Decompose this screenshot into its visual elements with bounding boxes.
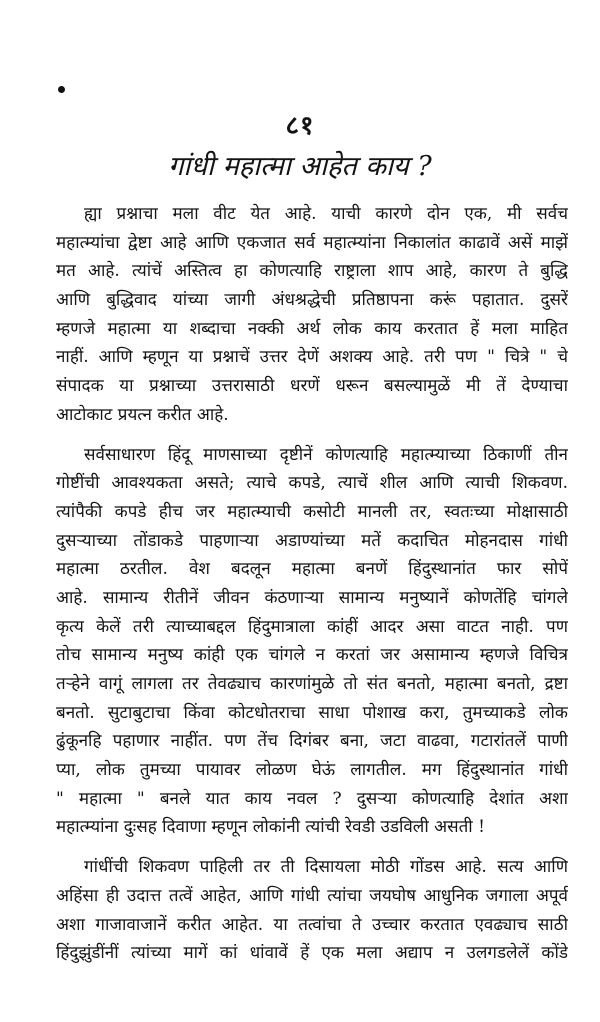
text-line: हिंदुझुंडींनीं त्यांच्या मागें कां धांवावें हें एक मला अद्याप न उलगडलेलें कोंडे xyxy=(56,943,568,964)
text-line: गोष्टींची आवश्यकता असते; त्याचे कपडे, त्याचें शील आणि त्याची शिकवण. xyxy=(56,473,568,494)
text-line: त्यांपैकी कपडे हीच जर महात्म्याची कसोटी मानली तर, स्वतःच्या मोक्षासाठी xyxy=(56,501,568,522)
text-line: आटोकाट प्रयत्न करीत आहे. xyxy=(56,404,229,425)
text-line: बनतो. सुटाबुटाचा किंवा कोटधोतराचा साधा पोशाख करा, तुमच्याकडे लोक xyxy=(56,702,568,723)
paragraph-2 xyxy=(56,441,568,843)
body-text xyxy=(56,200,568,979)
text-line: गांधींची शिकवण पाहिली तर ती दिसायला मोठी गोंडस आहे. सत्य आणि xyxy=(84,857,568,878)
paragraph-3 xyxy=(56,853,568,968)
text-line: दुसऱ्याच्या तोंडाकडे पाहणाऱ्या अडाण्यांच्या मतें कदाचित मोहनदास गांधी xyxy=(56,530,568,551)
text-line: तऱ्हेने वागूं लागला तर तेवढ्याच कारणांमुळे तो संत बनतो, महात्मा बनतो, द्रष्टा xyxy=(56,674,568,694)
text-line: संपादक या प्रश्नाच्या उत्तरासाठी धरणें धरून बसल्यामुळें मी तें देण्याचा xyxy=(56,376,568,397)
text-line: महात्म्यांना दुःसह दिवाणा म्हणून लोकांनी त्यांची रेवडी उडविली असती ! xyxy=(56,817,485,838)
paragraph-1 xyxy=(56,200,568,430)
text-line: ह्या प्रश्नाचा मला वीट येत आहे. याची कारणे दोन एक, मी सर्वच xyxy=(84,204,568,224)
text-line: म्हणजे महात्मा या शब्दाचा नक्की अर्थ लोक काय करतात हें मला माहित xyxy=(56,318,568,339)
text-line: महात्म्यांचा द्वेष्टा आहे आणि एकजात सर्व महात्म्यांना निकालांत काढावें असें माझें xyxy=(56,232,568,253)
chapter-title: गांधी महात्मा आहेत काय ? xyxy=(168,151,432,182)
text-line: नाहीं. आणि म्हणून या प्रश्नाचें उत्तर देणें अशक्य आहे. तरी पण " चित्रे " चे xyxy=(56,347,568,368)
text-line: प्या, लोक तुमच्या पायावर लोळण घेऊं लागतील. मग हिंदुस्थानांत गांधी xyxy=(56,760,568,781)
page-number: ८१ xyxy=(285,111,315,141)
text-line: कृत्य केलें तरी त्याच्याबद्दल हिंदुमात्राला कांहीं आदर असा वाटत नाही. पण xyxy=(56,616,568,637)
text-line: तोच सामान्य मनुष्य कांही एक चांगले न करतां जर असामान्य म्हणजे विचित्र xyxy=(56,645,568,666)
text-line: आणि बुद्धिवाद यांच्या जागी अंधश्रद्धेची प्रतिष्ठापना करूं पहातात. दुसरें xyxy=(56,290,568,311)
text-line: महात्मा ठरतील. वेश बदलून महात्मा बनणें हिंदुस्थानांत फार सोपें xyxy=(56,559,568,580)
text-line: ढुंकूनहि पहाणार नाहींत. पण तेंच दिगंबर बना, जटा वाढवा, गटारांतलें पाणी xyxy=(56,731,568,752)
text-line: सर्वसाधारण हिंदू माणसाच्या दृष्टीनें कोणत्याहि महात्म्याच्या ठिकाणीं तीन xyxy=(84,444,568,465)
text-line: " महात्मा " बनले यात काय नवल ? दुसऱ्या कोणत्याहि देशांत अशा xyxy=(56,788,568,809)
text-line: अशा गाजावाजानें करीत आहेत. या तत्वांचा ते उच्चार करतात एवढ्याच साठी xyxy=(56,914,568,935)
text-line: अहिंसा ही उदात्त तत्वें आहेत, आणि गांधी त्यांचा जयघोष आधुनिक जगाला अपूर्व xyxy=(56,885,568,906)
ink-speck xyxy=(58,86,65,93)
text-line: आहे. सामान्य रीतीनें जीवन कंठणाऱ्या सामान्य मनुष्यानें कोणतेंहि चांगले xyxy=(56,587,568,608)
text-line: मत आहे. त्यांचें अस्तित्व हा कोणत्याहि राष्ट्राला शाप आहे, कारण ते बुद्धि xyxy=(56,261,568,282)
